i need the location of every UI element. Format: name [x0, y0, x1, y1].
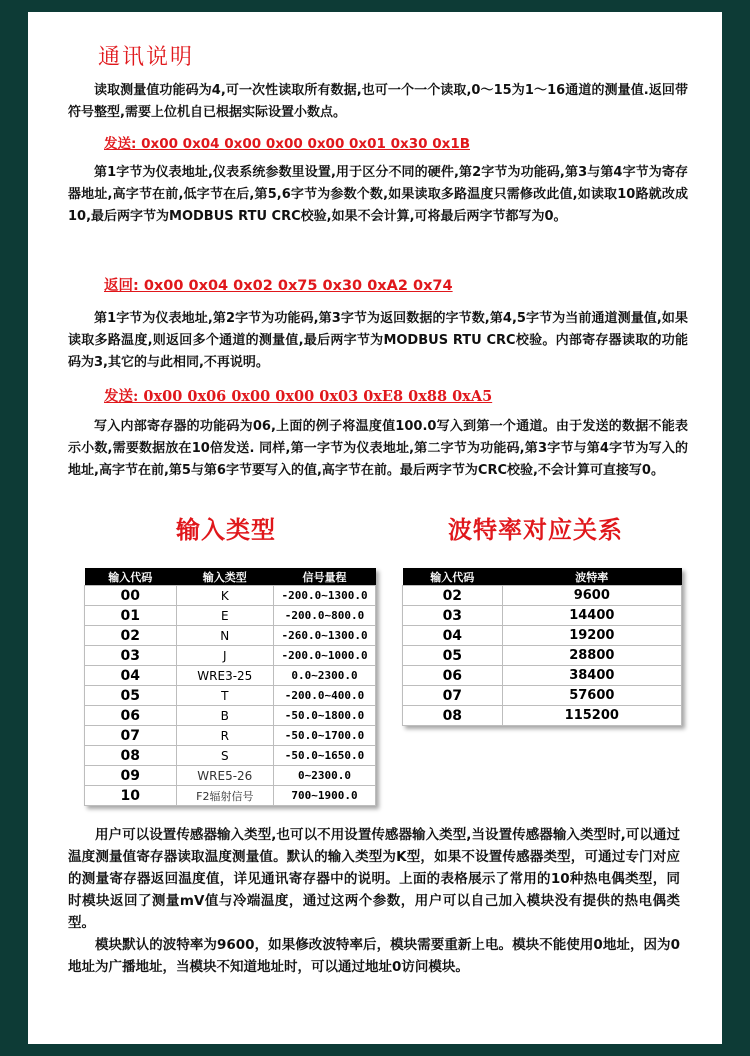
table-row: [403, 666, 682, 686]
input-type-cell: F2辐射信号: [176, 786, 274, 806]
baud-value-cell: 9600: [502, 586, 681, 606]
baud-value-cell: 14400: [502, 606, 681, 626]
signal-range-cell: -200.0~800.0: [274, 606, 376, 626]
return-explanation-paragraph: 第1字节为仪表地址,第2字节为功能码,第3字节为返回数据的字节数,第4,5字节为当前通道测量值,如果读取多路温度,则返回多个通道的测量值,最后两字节为MODBUS RTU CRC校验。内部寄存器读取的功能码为3,其它的与此相同,不再说明。: [68, 311, 688, 370]
table-row: [85, 646, 376, 666]
input-type-table: [84, 568, 376, 806]
input-type-cell: WRE5-26: [176, 766, 274, 786]
sensor-type-paragraph: 用户可以设置传感器输入类型,也可以不用设置传感器输入类型,当设置传感器输入类型时,可以通过温度测量值寄存器读取温度测量值。默认的输入类型为K型，如果不设置传感器类型，可通过专门对应的测量寄存器返回温度值，详见通讯寄存器中的说明。上面的表格展示了常用的10种热电偶类型，同时模块返回了测量mV值与冷端温度，通过这两个参数，用户可以自己加入模块没有提供的热电偶类型。: [68, 827, 680, 931]
input-code-cell: 05: [85, 686, 177, 706]
baud-rate-table: [402, 568, 682, 726]
table-row: [85, 706, 376, 726]
input-code-cell: 07: [85, 726, 177, 746]
input-type-cell: N: [176, 626, 274, 646]
table-row: [85, 686, 376, 706]
table-row: [85, 586, 376, 606]
input-code-cell: 04: [85, 666, 177, 686]
baud-code-cell: 07: [403, 686, 503, 706]
input-type-heading: 输入类型: [176, 516, 276, 544]
input-type-cell: J: [176, 646, 274, 666]
signal-range-cell: -200.0~1000.0: [274, 646, 376, 666]
signal-range-cell: -50.0~1800.0: [274, 706, 376, 726]
input-type-cell: E: [176, 606, 274, 626]
document-page: [28, 12, 722, 1044]
input-type-cell: K: [176, 586, 274, 606]
table-row: [403, 686, 682, 706]
page-title: 通讯说明: [98, 45, 195, 70]
column-header: 输入代码: [403, 568, 503, 586]
baud-value-cell: 57600: [502, 686, 681, 706]
baud-code-cell: 05: [403, 646, 503, 666]
input-type-cell: T: [176, 686, 274, 706]
baud-value-cell: 28800: [502, 646, 681, 666]
table-row: [85, 726, 376, 746]
send-example-1: 发送: 0x00 0x04 0x00 0x00 0x00 0x01 0x30 0x1B: [104, 136, 470, 152]
table-row: [403, 586, 682, 606]
table-row: [403, 706, 682, 726]
table-header-row: [85, 568, 376, 586]
column-header: 输入类型: [176, 568, 274, 586]
column-header: 波特率: [502, 568, 681, 586]
table-row: [85, 746, 376, 766]
signal-range-cell: 0~2300.0: [274, 766, 376, 786]
baud-code-cell: 03: [403, 606, 503, 626]
column-header: 输入代码: [85, 568, 177, 586]
signal-range-cell: -200.0~1300.0: [274, 586, 376, 606]
signal-range-cell: -50.0~1700.0: [274, 726, 376, 746]
input-code-cell: 01: [85, 606, 177, 626]
input-code-cell: 02: [85, 626, 177, 646]
baud-value-cell: 38400: [502, 666, 681, 686]
signal-range-cell: 0.0~2300.0: [274, 666, 376, 686]
baud-value-cell: 19200: [502, 626, 681, 646]
table-row: [403, 646, 682, 666]
input-type-cell: R: [176, 726, 274, 746]
signal-range-cell: -260.0~1300.0: [274, 626, 376, 646]
table-row: [85, 626, 376, 646]
input-code-cell: 10: [85, 786, 177, 806]
table-row: [403, 606, 682, 626]
table-row: [85, 786, 376, 806]
input-type-cell: WRE3-25: [176, 666, 274, 686]
intro-paragraph: 读取测量值功能码为4,可一次性读取所有数据,也可一个一个读取,0～15为1～16通道的测量值.返回带符号整型,需要上位机自已根据实际设置小数点。: [68, 83, 688, 120]
baud-code-cell: 04: [403, 626, 503, 646]
table-header-row: [403, 568, 682, 586]
write-explanation-paragraph: 写入内部寄存器的功能码为06,上面的例子将温度值100.0写入到第一个通道。由于发送的数据不能表示小数,需要数据放在10倍发送. 同样,第一字节为仪表地址,第二字节为功能码,第3字节与第4字节为写入的地址,高字节在前,第5与第6字节要写入的值,高字节在前。最后两字节为CRC校验,不会计算可直接写0。: [68, 419, 688, 478]
baud-code-cell: 06: [403, 666, 503, 686]
input-code-cell: 08: [85, 746, 177, 766]
input-code-cell: 03: [85, 646, 177, 666]
table-row: [85, 766, 376, 786]
return-example: 返回: 0x00 0x04 0x02 0x75 0x30 0xA2 0x74: [104, 278, 453, 294]
table-row: [85, 606, 376, 626]
input-type-cell: B: [176, 706, 274, 726]
table-row: [403, 626, 682, 646]
signal-range-cell: -50.0~1650.0: [274, 746, 376, 766]
baud-code-cell: 02: [403, 586, 503, 606]
send-example-2: 发送: 0x00 0x06 0x00 0x00 0x03 0xE8 0x88 0xA5: [104, 388, 493, 405]
table-row: [85, 666, 376, 686]
baud-value-cell: 115200: [502, 706, 681, 726]
baud-code-cell: 08: [403, 706, 503, 726]
signal-range-cell: 700~1900.0: [274, 786, 376, 806]
input-code-cell: 09: [85, 766, 177, 786]
input-code-cell: 06: [85, 706, 177, 726]
input-code-cell: 00: [85, 586, 177, 606]
signal-range-cell: -200.0~400.0: [274, 686, 376, 706]
column-header: 信号量程: [274, 568, 376, 586]
baud-rate-paragraph: 模块默认的波特率为9600，如果修改波特率后，模块需要重新上电。模块不能使用0地址，因为0地址为广播地址，当模块不知道地址时，可以通过地址0访问模块。: [68, 937, 680, 975]
baud-rate-heading: 波特率对应关系: [448, 516, 623, 544]
send-explanation-paragraph: 第1字节为仪表地址,仪表系统参数里设置,用于区分不同的硬件,第2字节为功能码,第3与第4字节为寄存器地址,高字节在前,低字节在后,第5,6字节为参数个数,如果读取多路温度只需修改此值,如读取10路就改成10,最后两字节为MODBUS RTU CRC校验,如果不会计算,可将最后两字节都写为0。: [68, 165, 688, 224]
input-type-cell: S: [176, 746, 274, 766]
